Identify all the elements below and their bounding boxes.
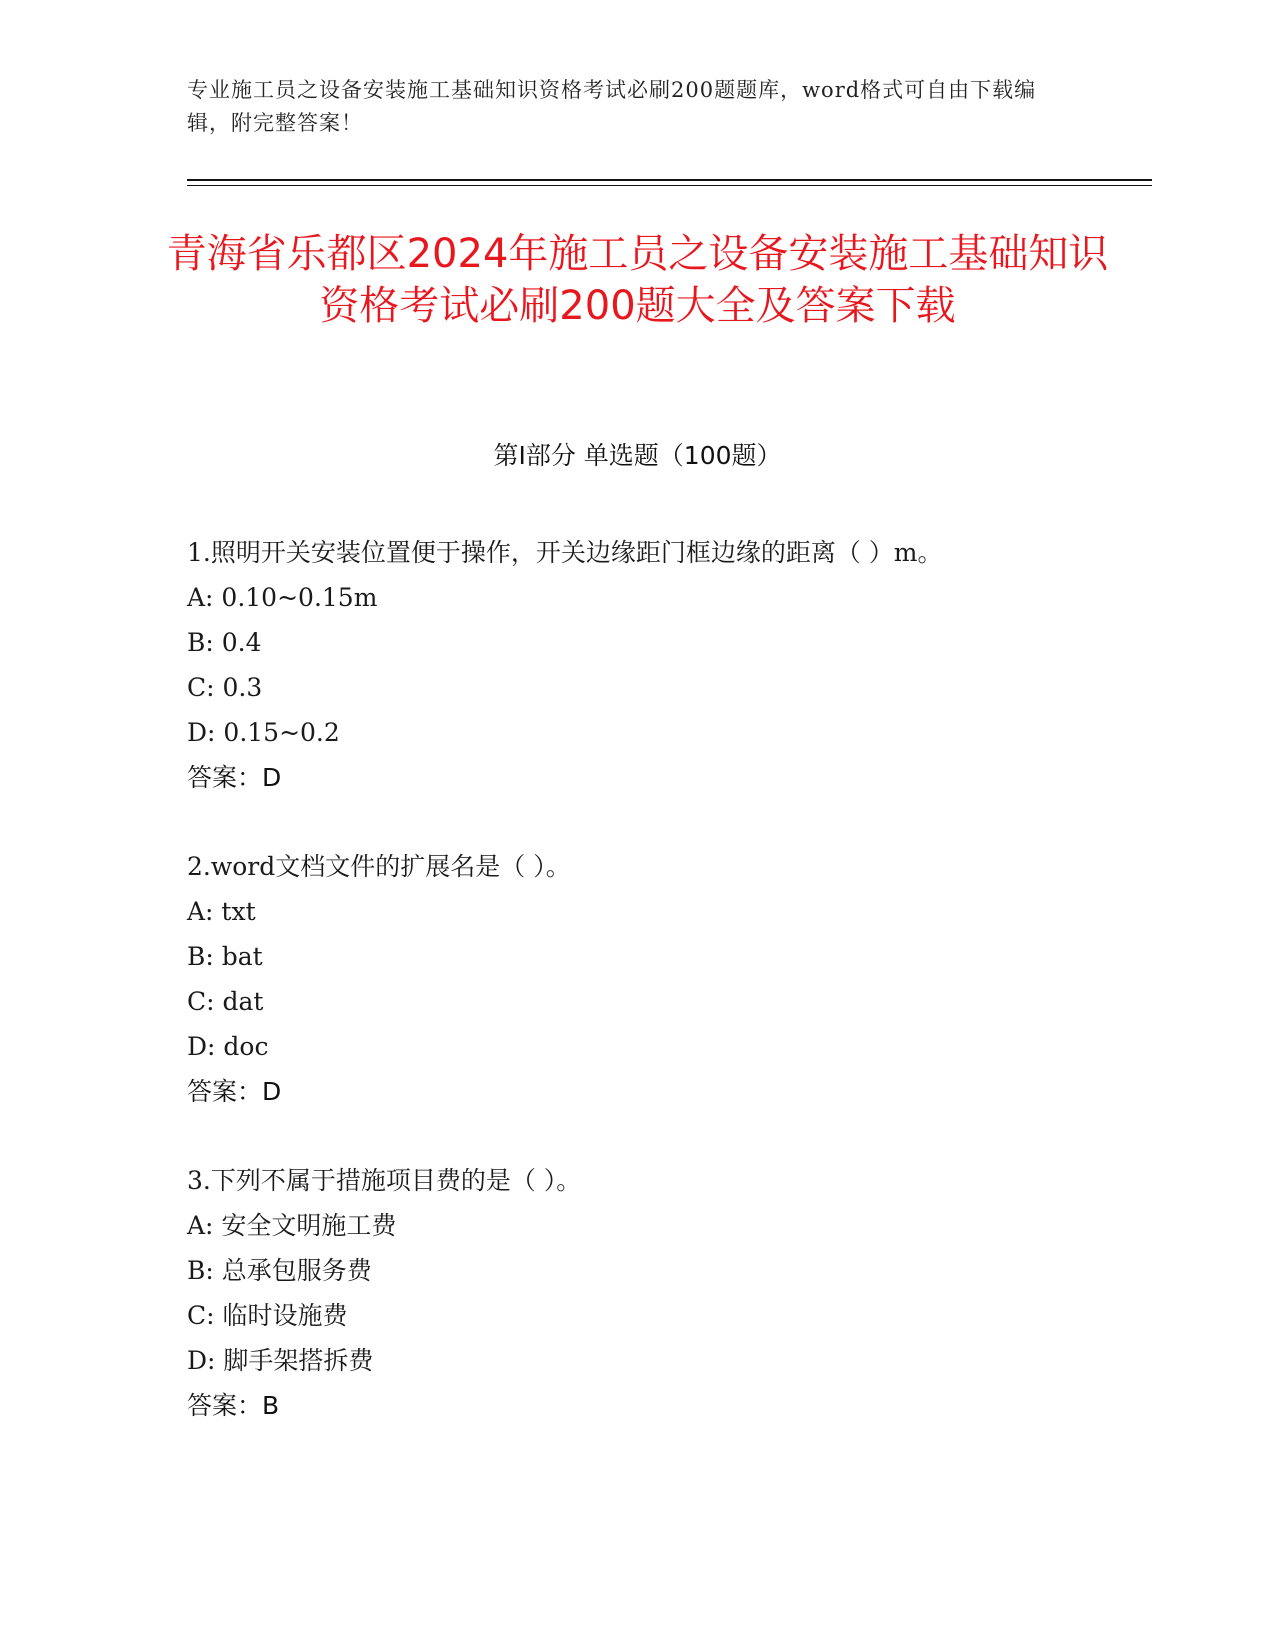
option-b: B: 0.4	[187, 628, 262, 657]
option-a: A: 0.10~0.15m	[187, 583, 378, 612]
option-b: B: bat	[187, 942, 263, 971]
option-d: D: 脚手架搭拆费	[187, 1346, 374, 1375]
header-note: 专业施工员之设备安装施工基础知识资格考试必刷200题题库，word格式可自由下载编辑，附完整答案！	[187, 78, 1037, 135]
option-d: D: 0.15~0.2	[187, 718, 340, 747]
option-a: A: 安全文明施工费	[187, 1211, 397, 1240]
document-title: 青海省乐都区2024年施工员之设备安装施工基础知识资格考试必刷200题大全及答案下载	[166, 231, 1109, 329]
header-divider-thick	[187, 179, 1152, 181]
question-stem: 1.照明开关安装位置便于操作，开关边缘距门框边缘的距离（ ）m。	[187, 538, 943, 567]
question-list	[187, 530, 1127, 1472]
question-item	[187, 844, 1127, 1114]
question-item	[187, 530, 1127, 800]
answer-line: 答案：D	[187, 763, 282, 792]
answer-line: 答案：B	[187, 1391, 280, 1420]
option-a: A: txt	[187, 897, 256, 926]
option-c: C: dat	[187, 987, 264, 1016]
answer-line: 答案：D	[187, 1077, 282, 1106]
section-heading: 第I部分 单选题（100题）	[493, 441, 782, 470]
question-stem: 2.word文档文件的扩展名是（ ）。	[187, 852, 571, 881]
header-divider-thin	[187, 185, 1152, 186]
option-c: C: 临时设施费	[187, 1301, 348, 1330]
question-item	[187, 1158, 1127, 1428]
option-c: C: 0.3	[187, 673, 263, 702]
option-d: D: doc	[187, 1032, 269, 1061]
question-stem: 3.下列不属于措施项目费的是（ ）。	[187, 1166, 582, 1195]
option-b: B: 总承包服务费	[187, 1256, 372, 1285]
